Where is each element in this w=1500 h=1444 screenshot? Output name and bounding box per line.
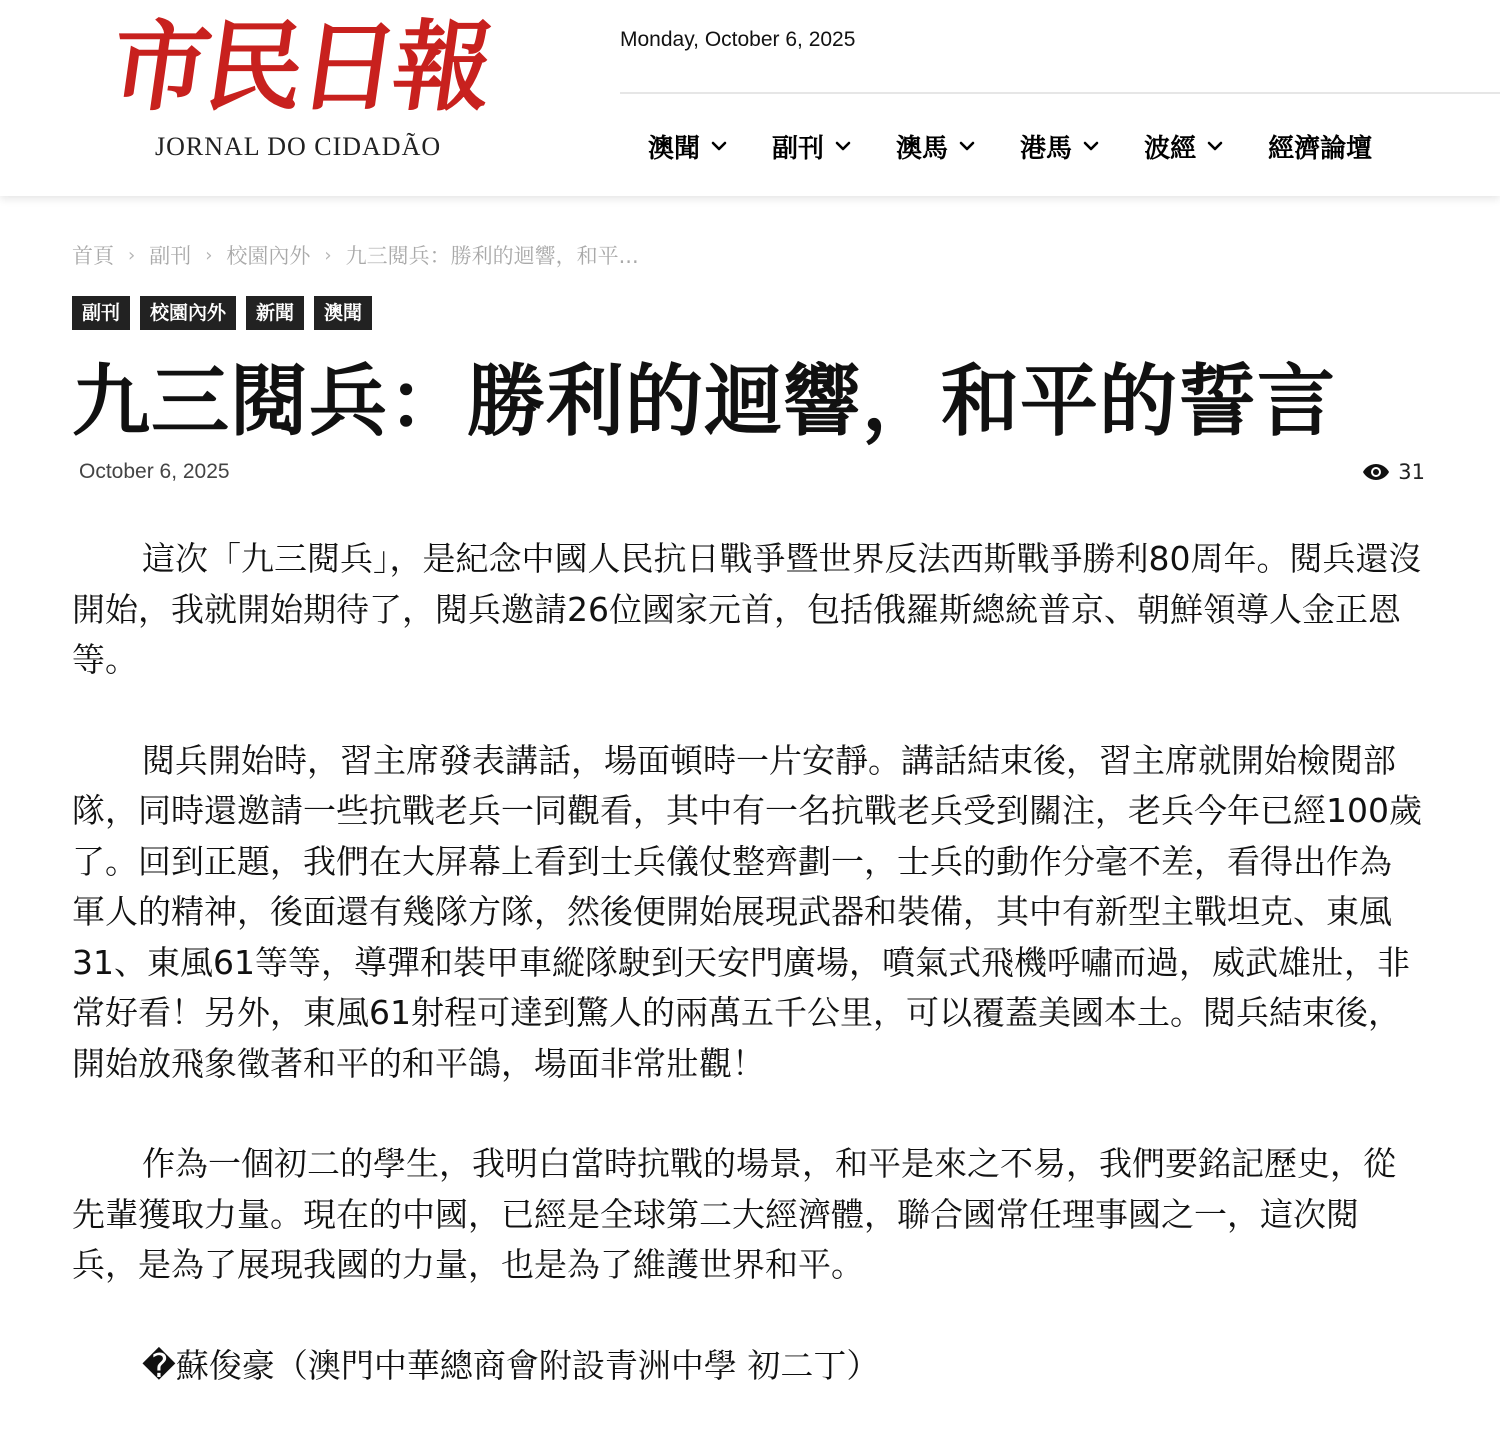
nav-item-football[interactable] <box>1144 128 1224 165</box>
site-header <box>0 0 1500 196</box>
nav-item-macau-racing[interactable] <box>896 128 976 165</box>
article-paragraph: 閱兵開始時，習主席發表講話，場面頓時一片安靜。講話結束後，習主席就開始檢閱部隊，同時還邀請一些抗戰老兵一同觀看，其中有一名抗戰老兵受到關注，老兵今年已經100歲了。回到正題，我們在大屏幕上看到士兵儀仗整齊劃一，士兵的動作分毫不差，看得出作為軍人的精神，後面還有幾隊方隊，然後便開始展現武器和裝備，其中有新型主戰坦克、東風31、東風61等等，導彈和裝甲車縱隊駛到天安門廣場，噴氣式飛機呼嘯而過，威武雄壯，非常好看！另外，東風61射程可達到驚人的兩萬五千公里，可以覆蓋美國本土。閱兵結束後，開始放飛象徵著和平的和平鴿，場面非常壯觀！ <box>72 740 1422 1083</box>
article-paragraph: 這次「九三閱兵」，是紀念中國人民抗日戰爭暨世界反法西斯戰爭勝利80周年。閱兵還沒開始，我就開始期待了，閱兵邀請26位國家元首，包括俄羅斯總統普京、朝鮮領導人金正恩等。 <box>72 539 1422 679</box>
chevron-down-icon <box>958 137 976 155</box>
chevron-down-icon <box>1082 137 1100 155</box>
breadcrumb-campus[interactable]: 校園內外 <box>226 244 311 268</box>
nav-item-label: 副刊 <box>772 133 825 164</box>
nav-item-label: 經濟論壇 <box>1268 133 1373 164</box>
chevron-right-icon: › <box>324 244 332 266</box>
nav-item-macau-news[interactable] <box>648 128 728 165</box>
chevron-right-icon: › <box>128 244 136 266</box>
tag-news[interactable]: 新聞 <box>246 296 304 330</box>
chevron-down-icon <box>834 137 852 155</box>
nav-item-label: 港馬 <box>1020 133 1073 164</box>
breadcrumb-supplement[interactable]: 副刊 <box>149 244 192 268</box>
breadcrumb-home[interactable]: 首頁 <box>72 244 114 268</box>
header-date: Monday, October 6, 2025 <box>620 28 856 51</box>
article-title: 九三閱兵：勝利的迴響，和平的誓言 <box>72 357 1337 447</box>
breadcrumb <box>72 240 639 270</box>
nav-item-economic-forum[interactable] <box>1268 128 1372 165</box>
article-byline: �蘇俊豪（澳門中華總商會附設青洲中學 初二丁） <box>142 1345 880 1385</box>
nav-item-label: 澳馬 <box>896 133 949 164</box>
article-paragraph: 作為一個初二的學生，我明白當時抗戰的場景，和平是來之不易，我們要銘記歷史，從先輩獲取力量。現在的中國，已經是全球第二大經濟體，聯合國常任理事國之一，這次閱兵，是為了展現我國的力量，也是為了維護世界和平。 <box>72 1144 1396 1284</box>
eye-icon <box>1362 463 1390 481</box>
nav-item-label: 澳聞 <box>648 133 701 164</box>
view-count <box>1362 460 1425 484</box>
nav-divider <box>620 92 1500 94</box>
chevron-down-icon <box>1206 137 1224 155</box>
tag-supplement[interactable]: 副刊 <box>72 296 130 330</box>
category-tags <box>72 296 372 330</box>
article-body <box>72 534 1424 1441</box>
view-count-value: 31 <box>1398 460 1425 484</box>
chevron-right-icon: › <box>205 244 213 266</box>
post-date: October 6, 2025 <box>79 460 230 483</box>
logo-chinese[interactable]: 市民日報 <box>103 10 497 125</box>
nav-item-label: 波經 <box>1144 133 1197 164</box>
nav-item-supplement[interactable] <box>772 128 852 165</box>
logo-portuguese[interactable]: JORNAL DO CIDADÃO <box>155 132 442 161</box>
nav-item-hk-racing[interactable] <box>1020 128 1100 165</box>
chevron-down-icon <box>710 137 728 155</box>
main-nav <box>648 122 1372 170</box>
breadcrumb-current: 九三閱兵：勝利的迴響，和平... <box>345 244 639 268</box>
tag-campus[interactable]: 校園內外 <box>140 296 236 330</box>
tag-macau-news[interactable]: 澳聞 <box>314 296 372 330</box>
